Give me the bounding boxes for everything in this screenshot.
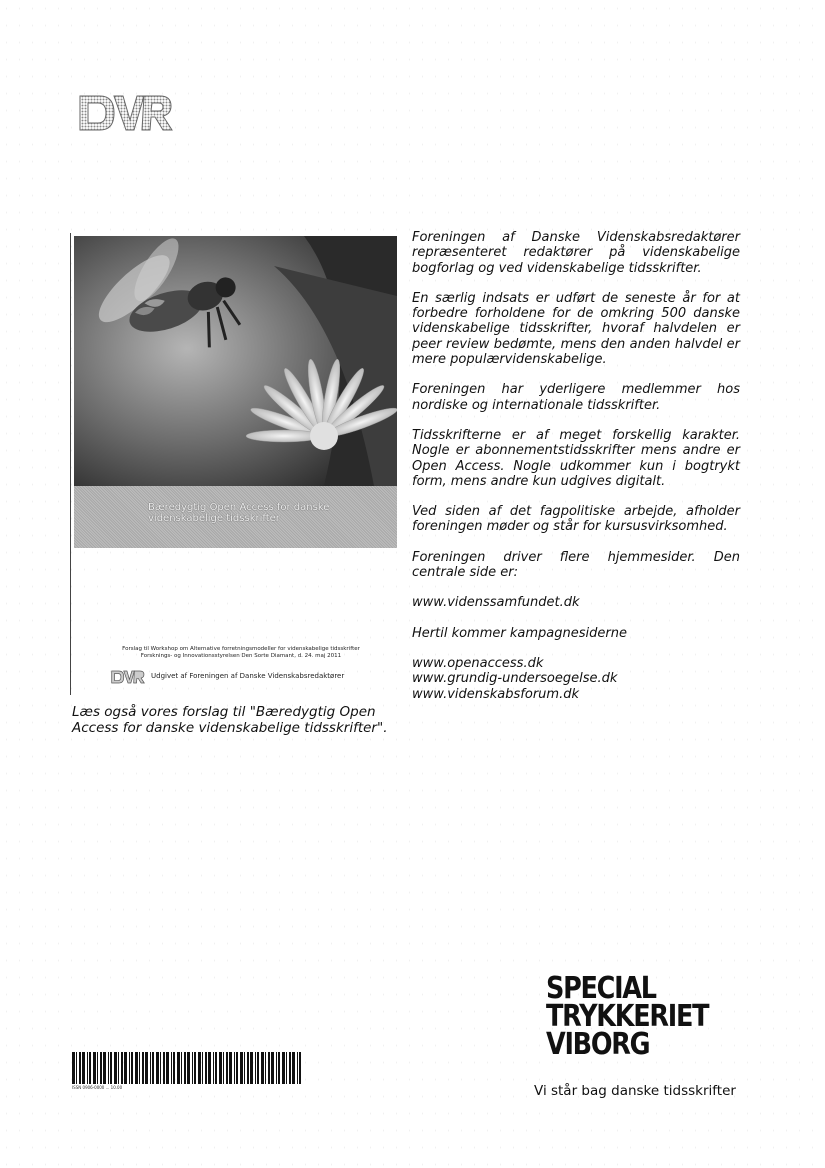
barcode [72, 1052, 304, 1092]
barcode-bars [72, 1052, 304, 1084]
association-text [412, 230, 740, 702]
dvr-logo [78, 92, 174, 134]
report-cover [70, 233, 397, 695]
sponsor-tagline: Vi står bag danske tidsskrifter [534, 1083, 736, 1099]
sponsor-line-1: SPECIAL [546, 971, 656, 1006]
paragraph-activities: Ved siden af det fagpolitiske arbejde, afholder foreningen møder og står for kursusvirksomhed. [412, 504, 740, 535]
link-videnskabsforum[interactable]: www.videnskabsforum.dk [412, 686, 579, 702]
bee-flower-photo [74, 236, 397, 486]
specialtrykkeriet-logo [546, 971, 746, 1062]
cover-workshop-info [86, 646, 396, 660]
paragraph-character: Tidsskrifterne er af meget forskellig karakter. Nogle er abonnementstidsskrifter mens andre er Open Access. Nogle udkommer kun i bogtrykt form, mens andre kun udgives digitalt. [412, 427, 740, 489]
paragraph-intro: Foreningen af Danske Videnskabsredaktører repræsenteret redaktører på videnskabelige bogforlag og ved videnskabelige tidsskrifter. [412, 230, 740, 276]
central-website-link[interactable]: www.videnssamfundet.dk [412, 595, 580, 611]
paragraph-members: Foreningen har yderligere medlemmer hos nordiske og internationale tidsskrifter. [412, 382, 740, 413]
link-openaccess[interactable]: www.openaccess.dk [412, 655, 544, 671]
cover-title: Bæredygtig Open Access for danske videnskabelige tidsskrifter [148, 502, 330, 524]
cover-title-band [74, 486, 397, 548]
campaign-sites-label: Hertil kommer kampagnesiderne [412, 625, 627, 641]
workshop-line-1: Forslag til Workshop om Alternative forretningsmodeller for videnskabelige tidsskrifter [122, 646, 360, 652]
cover-publisher-row [111, 669, 401, 685]
paragraph-journals: En særlig indsats er udført de seneste år for at forbedre forholdene for de omkring 500 danske videnskabelige tidsskrifter, hvoraf halvdelen er peer review bedømte, mens den anden halvdel er mere populærvidenskabelige. [412, 290, 740, 368]
cover-caption: Læs også vores forslag til "Bæredygtig Open Access for danske videnskabelige tidsskrifter". [72, 704, 388, 736]
cover-publisher: Udgivet af Foreningen af Danske Videnskabsredaktører [151, 672, 345, 680]
sponsor-line-3: VIBORG [546, 1027, 650, 1062]
paragraph-websites: Foreningen driver flere hjemmesider. Den centrale side er: [412, 549, 740, 581]
barcode-number: ISSN 0906-0000 ... 10.00 [72, 1085, 123, 1090]
campaign-links [412, 656, 740, 702]
workshop-line-2: Forsknings- og Innovationsstyrelsen Den Sorte Diamant, d. 24. maj 2011 [140, 653, 342, 659]
sponsor-line-2: TRYKKERIET [546, 999, 709, 1034]
link-grundig-undersoegelse[interactable]: www.grundig-undersoegelse.dk [412, 671, 618, 687]
dvr-logo-small [111, 669, 145, 685]
